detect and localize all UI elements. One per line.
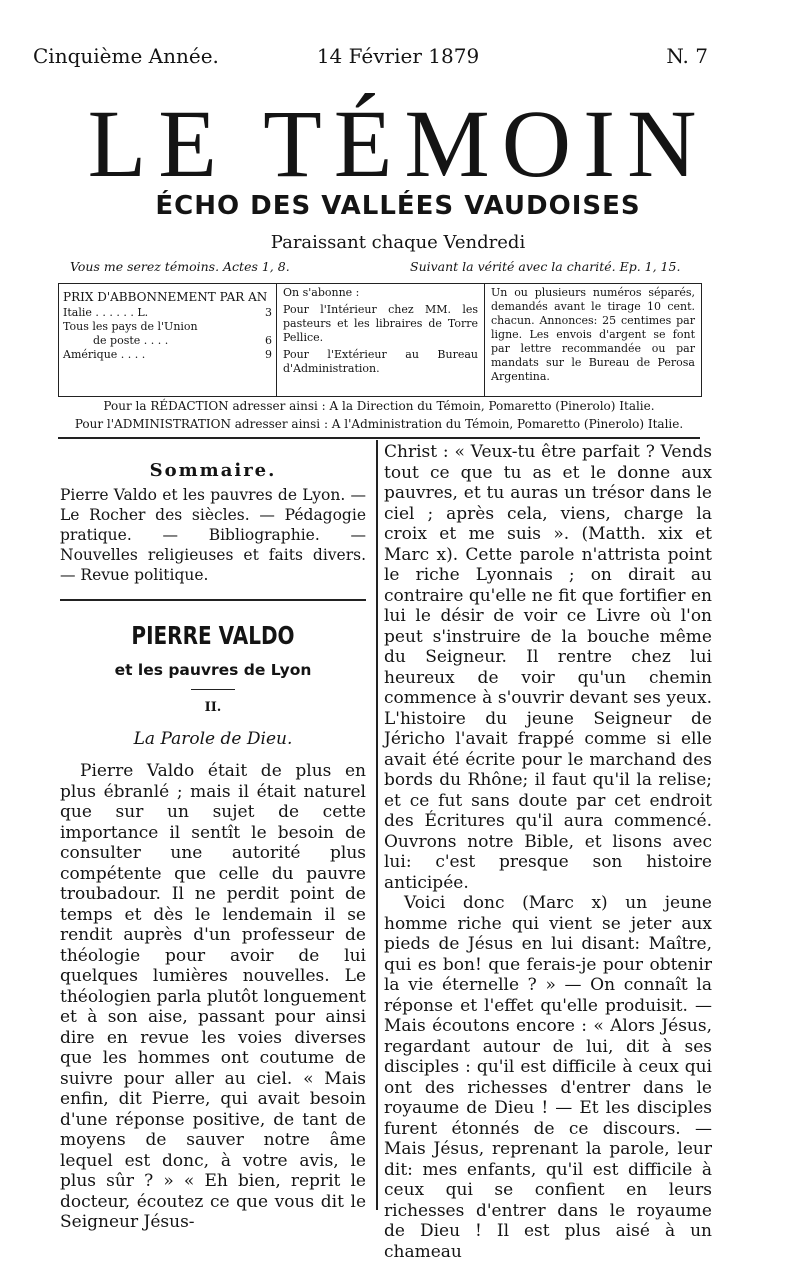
article-body-right [384, 442, 712, 1262]
right-column [384, 442, 712, 1262]
publication-frequency: Paraissant chaque Vendredi [270, 232, 526, 253]
year-label: Cinquième Année. [33, 44, 219, 68]
divider [60, 599, 366, 601]
subscription-box [58, 283, 702, 397]
section-title: La Parole de Dieu. [133, 729, 293, 749]
redaction-address: Pour la RÉDACTION adresser ainsi : A la Direction du Témoin, Pomaretto (Pinerolo) Italie. [103, 399, 655, 413]
issue-date: 14 Février 1879 [316, 44, 480, 68]
article-title: PIERRE VALDO [131, 619, 295, 650]
short-divider [191, 689, 235, 691]
price-heading: PRIX D'ABBONNEMENT PAR AN [63, 290, 268, 304]
motto-right: Suivant la vérité avec la charité. Ep. 1, 15. [410, 259, 681, 274]
column-divider [376, 440, 378, 1210]
price-row: Tous les pays de l'Union [63, 320, 198, 333]
masthead-title: LE TÉMOIN [87, 90, 709, 197]
top-line [0, 44, 796, 74]
administration-address: Pour l'ADMINISTRATION adresser ainsi : A l'Administration du Témoin, Pomaretto (Pinerolo) Italie. [74, 417, 684, 431]
paragraph: Voici donc (Marc x) un jeune homme riche qui vient se jeter aux pieds de Jésus en lui disant: Maître, qui es bon! que ferais-je pour obtenir la vie éternelle ? » — On connaît la réponse et l'effet qu'elle produisit. — Mais écoutons encore : « Alors Jésus, regardant autour de lui, dit à ses disciples : qu'il est difficile à ceux qui ont des richesses d'entrer dans le royaume de Dieu ! — Et les disciples furent étonnés de ce discours. — Mais Jésus, reprenant la parole, leur dit: mes enfants, qu'il est difficile à ceux qui se confient en leurs richesses d'entrer dans le royaume de Dieu ! Il est plus aisé à un chameau [384, 893, 712, 1262]
notice-text: Un ou plusieurs numéros séparés, demandés avant le tirage 10 cent. chacun. Annonces: 25 centimes par ligne. Les envois d'argent se font par lettre recommandée ou par mandats sur le Bureau de Perosa Argentina. [491, 286, 695, 383]
article-body-left [60, 761, 366, 1233]
article-subtitle: et les pauvres de Lyon [114, 660, 312, 679]
paragraph: Pierre Valdo était de plus en plus ébranlé ; mais il était naturel que sur un sujet de cette importance il sentît le besoin de consulter une autorité plus compétente que celle du pauvre troubadour. Il ne perdit point de temps et dès le lendemain il se rendit auprès d'un professeur de théologie pour avoir de lui quelques lumières nouvelles. Le théologien parla plutôt longuement et à son aise, passant pour ainsi dire en revue les voies diverses que les hommes ont coutume de suivre pour aller au ciel. « Mais enfin, dit Pierre, qui avait besoin d'une réponse positive, de tant de moyens de sauver notre âme lequel est donc, à votre avis, le plus sûr ? » « Eh bien, reprit le docteur, écoutez ce que vous dit le Seigneur Jésus- [60, 761, 366, 1232]
price-cell [59, 284, 277, 396]
motto-left: Vous me serez témoins. Actes 1, 8. [70, 259, 290, 274]
interior-info: Pour l'Intérieur chez MM. les pasteurs et les libraires de Torre Pellice. [283, 303, 478, 344]
divider [58, 437, 700, 439]
price-row: Italie . . . . . . L. 3 [63, 306, 272, 319]
sommaire-title: Sommaire. [149, 460, 277, 481]
left-column [60, 450, 366, 1233]
paragraph: Christ : « Veux-tu être parfait ? Vends tout ce que tu as et le donne aux pauvres, et tu auras un trésor dans le ciel ; après cela, viens, charge la croix et me suis ». (Matth. xix et Marc x). Cette parole n'attrista point le riche Lyonnais ; on dirait au contraire qu'elle ne fit que fortifier en lui le désir de voir ce Livre où l'on peut s'instruire de la bouche même du Seigneur. Il rentre chez lui heureux de voir qu'un chemin commence à s'ouvrir devant ses yeux. L'histoire du jeune Seigneur de Jéricho l'avait frappé comme si elle avait été écrite pour le marchand des bords du Rhône; il faut qu'il la relise; et ce fut sans doute par cet endroit des Écritures qu'il aura commencé. Ouvrons notre Bible, et lisons avec lui: c'est presque son histoire anticipée. [384, 442, 712, 893]
issue-number: N. 7 [666, 44, 708, 68]
subscribe-cell [277, 284, 485, 396]
subscribe-heading: On s'abonne : [283, 286, 360, 299]
part-number: II. [204, 700, 222, 715]
notice-cell [485, 284, 701, 396]
exterior-info: Pour l'Extérieur au Bureau d'Administration. [283, 348, 478, 375]
price-row: de poste . . . . 6 [93, 334, 272, 347]
address-block [58, 397, 700, 439]
sommaire-text: Pierre Valdo et les pauvres de Lyon. — Le Rocher des siècles. — Pédagogie pratique. — Bibliographie. — Nouvelles religieuses et faits divers. — Revue politique. [60, 486, 366, 584]
price-row: Amérique . . . . 9 [63, 348, 272, 361]
masthead-subtitle: ÉCHO DES VALLÉES VAUDOISES [155, 191, 641, 221]
